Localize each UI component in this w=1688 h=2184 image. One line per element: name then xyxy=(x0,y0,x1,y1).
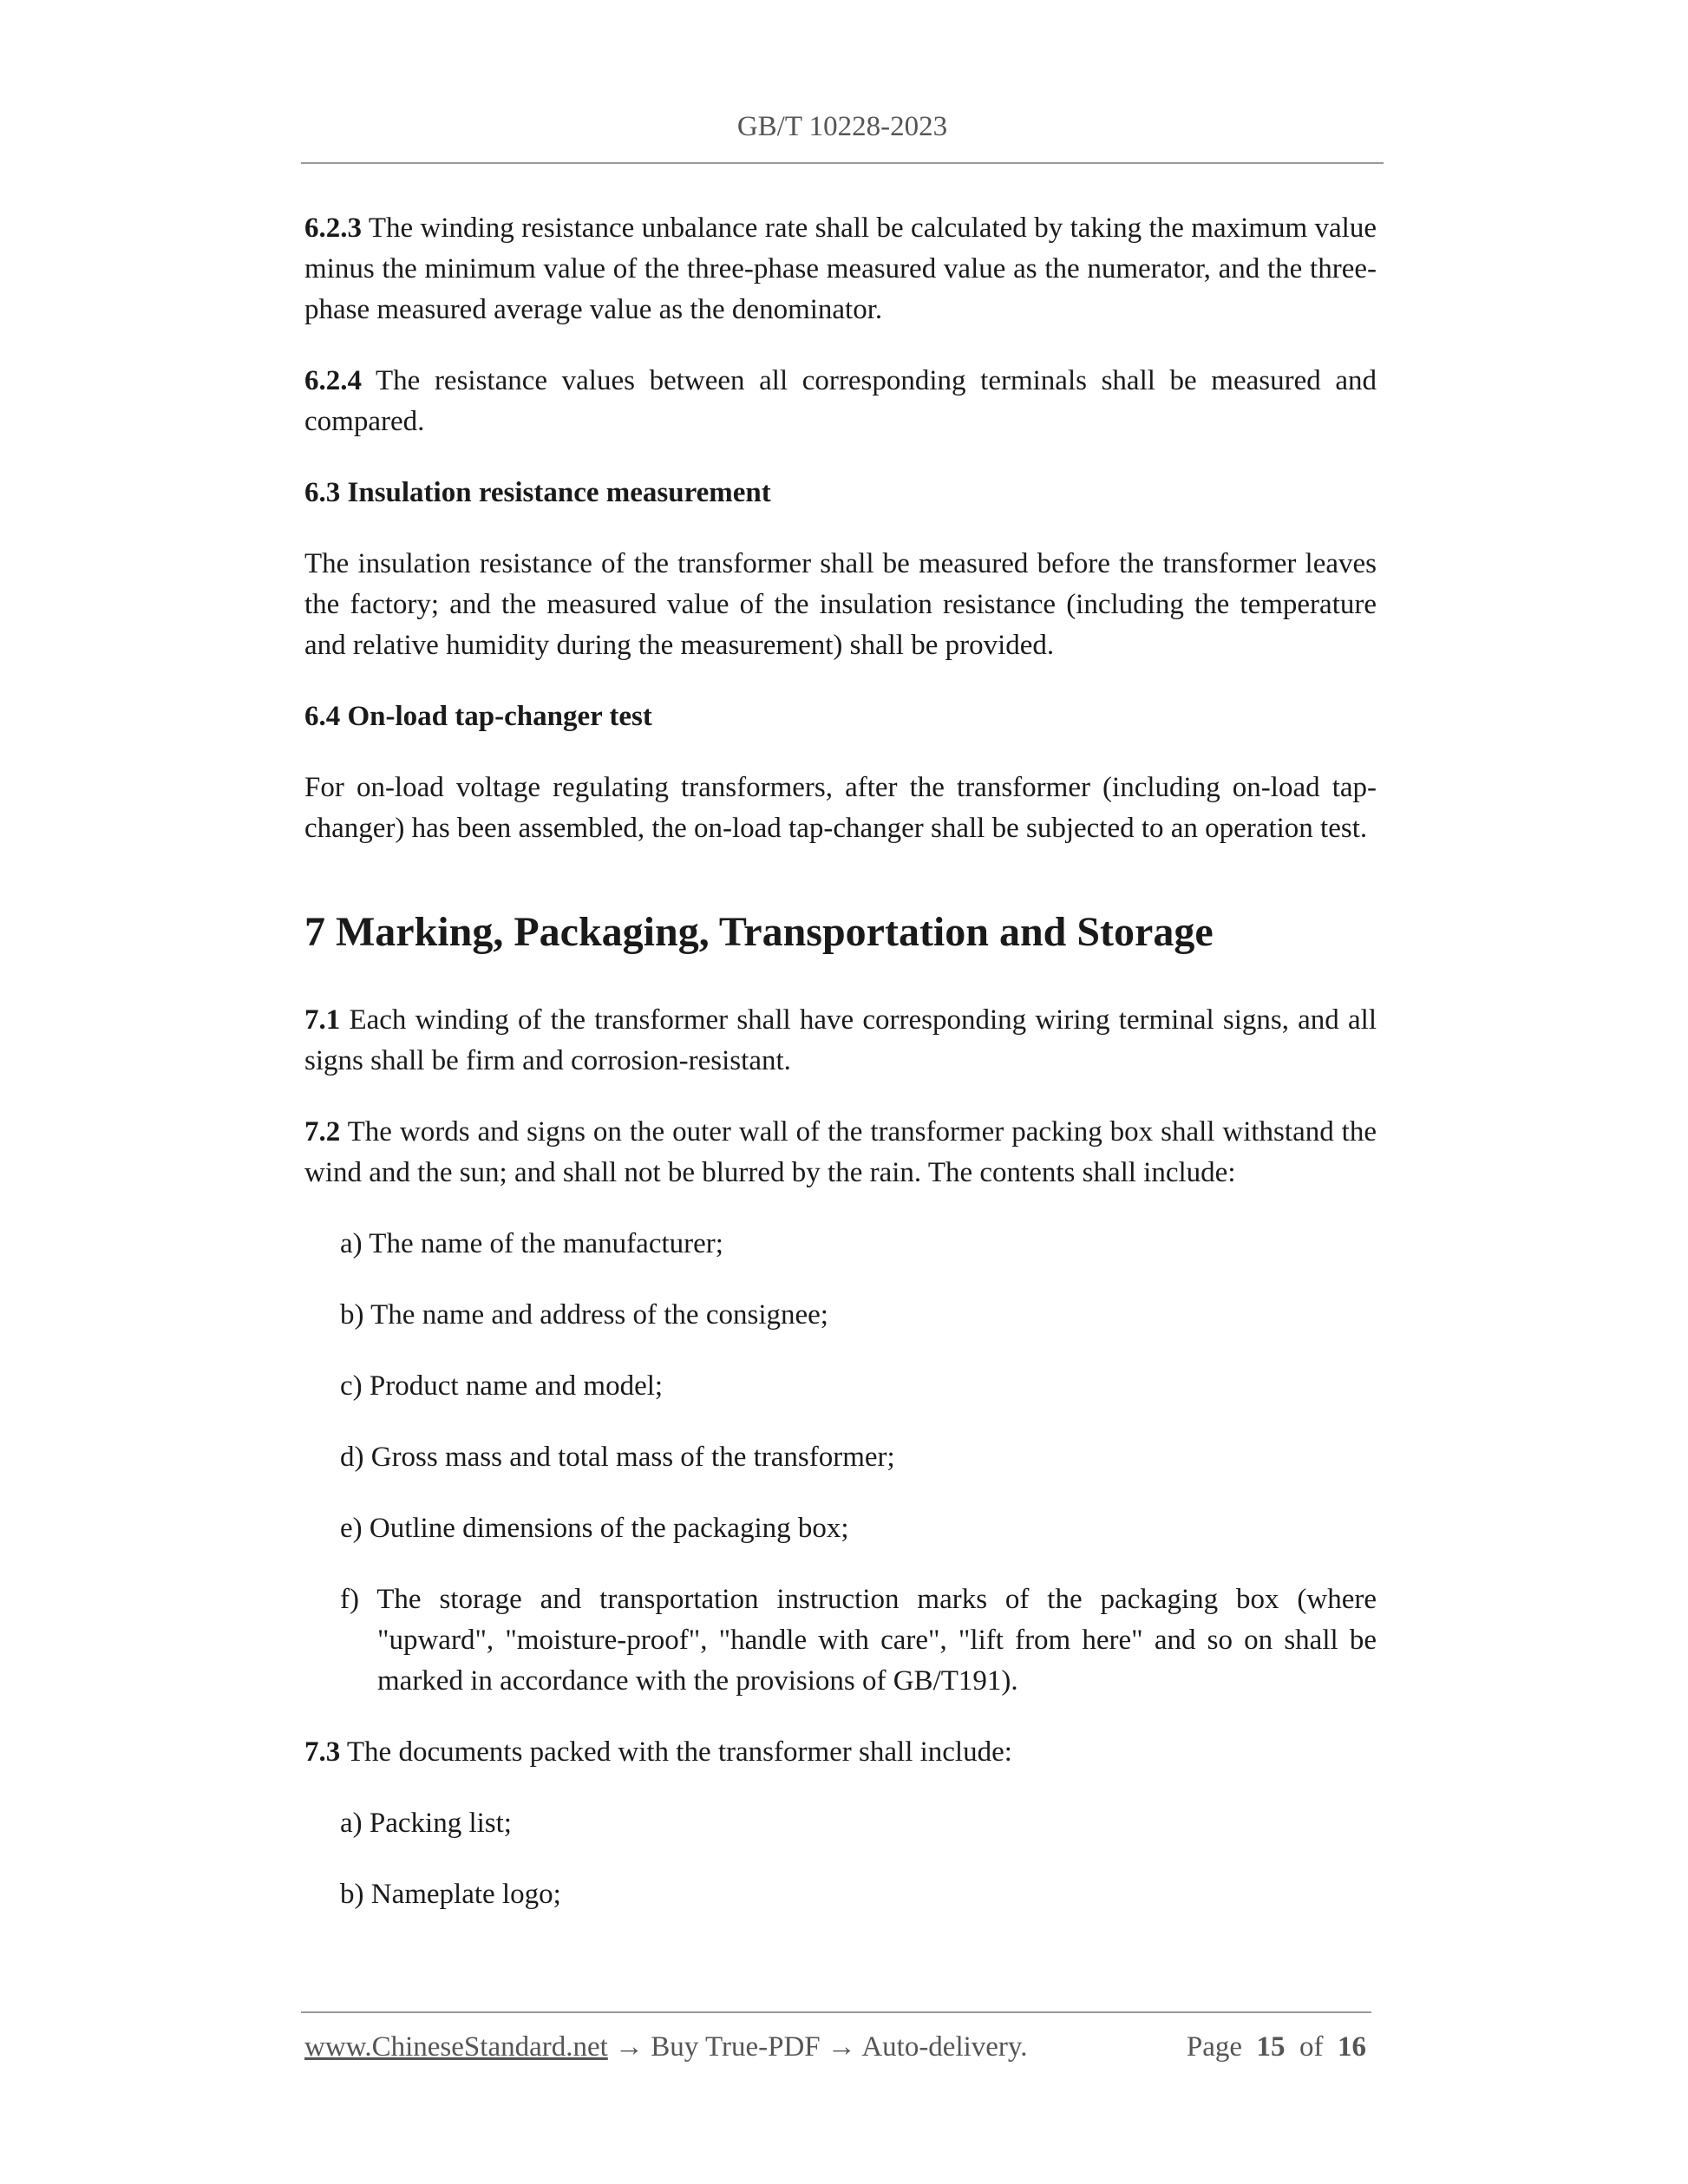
clause-number: 7.2 xyxy=(304,1116,341,1148)
footer-buy-text: Buy True-PDF xyxy=(651,2031,821,2063)
list-item: a) Packing list; xyxy=(340,1808,512,1839)
arrow-right-icon: → xyxy=(827,2031,856,2063)
list-item: e) Outline dimensions of the packaging box; xyxy=(340,1513,849,1544)
total-pages: 16 xyxy=(1338,2031,1366,2063)
clause-7-2 xyxy=(304,1112,1377,1193)
section-text-6-3: The insulation resistance of the transformer shall be measured before the transformer leaves the factory; and the measured value of the insulation resistance (including the temperature and relative humidity during the measurement) shall be provided. xyxy=(304,548,1377,661)
header-divider xyxy=(301,162,1384,164)
footer-divider xyxy=(301,2011,1371,2013)
footer-promo xyxy=(304,2031,1028,2063)
clause-text: The winding resistance unbalance rate shall be calculated by taking the maximum value minus the minimum value of the three-phase measured value as the numerator, and the three-phase measured average value as the denominator. xyxy=(304,213,1377,325)
list-item: c) Product name and model; xyxy=(340,1370,664,1402)
clause-text: The words and signs on the outer wall of the transformer packing box shall withstand the wind and the sun; and shall not be blurred by the rain. The contents shall include: xyxy=(304,1116,1377,1188)
list-item: f) The storage and transportation instruction marks of the packaging box (where "upward", "moisture-proof", "handle with care", "lift from here" and so on shall be marked in accordance with the provisions of GB/T191). xyxy=(340,1584,1377,1697)
list-item: b) The name and address of the consignee; xyxy=(340,1299,828,1331)
clause-6-2-3 xyxy=(304,208,1377,330)
clause-number: 7.1 xyxy=(304,1004,341,1036)
section-heading-6-4: 6.4 On-load tap-changer test xyxy=(304,701,652,732)
section-heading-6-3: 6.3 Insulation resistance measurement xyxy=(304,477,771,508)
clause-number: 6.2.4 xyxy=(304,365,362,396)
site-link[interactable]: www.ChineseStandard.net xyxy=(304,2031,608,2063)
list-item: b) Nameplate logo; xyxy=(340,1879,561,1910)
page-of-label: of xyxy=(1299,2031,1324,2063)
clause-number: 7.3 xyxy=(304,1736,341,1768)
clause-text: The documents packed with the transformer shall include: xyxy=(340,1736,1012,1768)
clause-6-2-4 xyxy=(304,361,1377,442)
section-text-6-4: For on-load voltage regulating transformers, after the transformer (including on-load tap-changer) has been assembled, the on-load tap-changer shall be subjected to an operation test. xyxy=(304,772,1377,844)
clause-text: Each winding of the transformer shall have corresponding wiring terminal signs, and all signs shall be firm and corrosion-resistant. xyxy=(304,1004,1377,1076)
footer-delivery-text: Auto-delivery. xyxy=(861,2031,1028,2063)
clause-7-3 xyxy=(304,1732,1377,1773)
list-item: a) The name of the manufacturer; xyxy=(340,1228,723,1259)
chapter-heading-7: 7 Marking, Packaging, Transportation and Storage xyxy=(304,909,1214,955)
list-item: d) Gross mass and total mass of the transformer; xyxy=(340,1442,895,1473)
clause-number: 6.2.3 xyxy=(304,213,362,244)
document-body xyxy=(304,208,1377,1945)
arrow-right-icon: → xyxy=(615,2031,644,2063)
clause-7-1 xyxy=(304,1000,1377,1082)
clause-text: The resistance values between all corresponding terminals shall be measured and compared. xyxy=(304,365,1377,437)
page-label: Page xyxy=(1186,2031,1242,2063)
page-counter xyxy=(1187,2031,1366,2063)
current-page: 15 xyxy=(1256,2031,1286,2063)
page-header: GB/T 10228-2023 xyxy=(736,111,948,142)
